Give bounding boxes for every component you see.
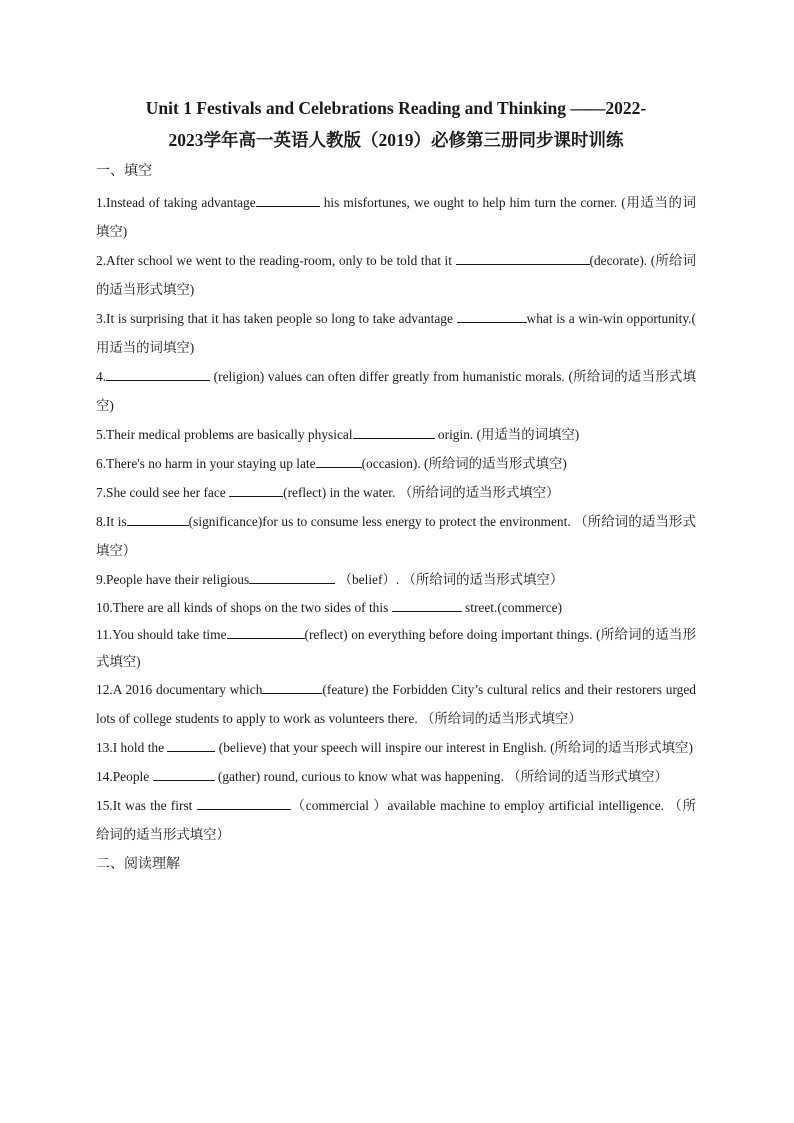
answer-blank[interactable]	[227, 624, 305, 639]
answer-blank[interactable]	[262, 679, 322, 694]
question-11: 11.You should take time (reflect) on everything before doing important things. (所给词的适当形式填空)	[96, 621, 696, 675]
answer-blank[interactable]	[457, 308, 527, 323]
question-4: 4. (religion) values can often differ greatly from humanistic morals. (所给词的适当形式填空)	[96, 362, 696, 420]
title-line-2: 2023学年高一英语人教版（2019）必修第三册同步课时训练	[168, 130, 624, 150]
answer-blank[interactable]	[249, 569, 335, 584]
question-1: 1.Instead of taking advantage his misfortunes, we ought to help him turn the corner. (用适当的词填空)	[96, 188, 696, 246]
section-heading-fill-blanks: 一、填空	[96, 164, 152, 179]
answer-blank[interactable]	[167, 737, 215, 752]
question-14: 14.People (gather) round, curious to know what was happening. （所给词的适当形式填空）	[96, 762, 696, 791]
answer-blank[interactable]	[392, 597, 462, 612]
worksheet-page	[96, 92, 696, 875]
question-2: 2.After school we went to the reading-room, only to be told that it (decorate). (所给词的适当形式填空)	[96, 246, 696, 304]
answer-blank[interactable]	[106, 366, 210, 381]
document-title	[96, 92, 696, 156]
question-10: 10.There are all kinds of shops on the two sides of this street.(commerce)	[96, 594, 696, 621]
section-heading-reading: 二、阅读理解	[96, 857, 180, 872]
answer-blank[interactable]	[256, 192, 320, 207]
question-7: 7.She could see her face (reflect) in the water. （所给词的适当形式填空）	[96, 478, 696, 507]
answer-blank[interactable]	[456, 250, 590, 265]
question-5: 5.Their medical problems are basically physical origin. (用适当的词填空)	[96, 420, 696, 449]
question-8: 8.It is (significance)for us to consume less energy to protect the environment. （所给词的适当形式填空）	[96, 507, 696, 565]
answer-blank[interactable]	[316, 453, 362, 468]
answer-blank[interactable]	[353, 424, 435, 439]
answer-blank[interactable]	[127, 511, 189, 526]
title-line-1: Unit 1 Festivals and Celebrations Reading and Thinking ——2022-	[145, 98, 647, 118]
answer-blank[interactable]	[153, 766, 215, 781]
question-9: 9.People have their religious （belief）. （所给词的适当形式填空）	[96, 565, 696, 594]
question-3: 3.It is surprising that it has taken people so long to take advantage what is a win-win opportunity.( 用适当的词填空)	[96, 304, 696, 362]
answer-blank[interactable]	[229, 482, 283, 497]
question-6: 6.There's no harm in your staying up late (occasion). (所给词的适当形式填空)	[96, 449, 696, 478]
question-13: 13.I hold the (believe) that your speech will inspire our interest in English. (所给词的适当形式填空)	[96, 733, 696, 762]
question-15: 15.It was the first （commercial ）available machine to employ artificial intelligence. （所给词的适当形式填空）	[96, 791, 696, 849]
answer-blank[interactable]	[197, 795, 291, 810]
question-12: 12.A 2016 documentary which (feature) the Forbidden City’s cultural relics and their restorers urged lots of college students to apply to work as volunteers there. （所给词的适当形式填空）	[96, 675, 696, 733]
